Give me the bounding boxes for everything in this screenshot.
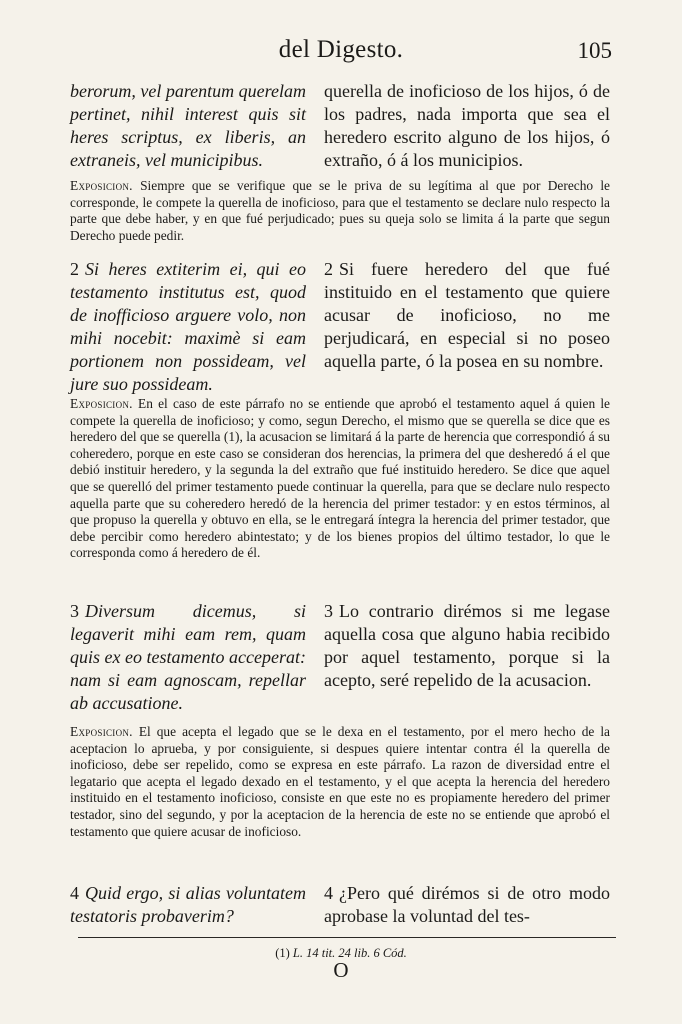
section-2-columns bbox=[70, 258, 610, 396]
footnote-reference: L. 14 tit. 24 lib. 6 Cód. bbox=[292, 946, 407, 960]
latin-text: Si heres extiterim ei, qui eo testamento institutus est, quod de inofficioso arguere volo, non mihi nocebit: maximè si eam portionem non possideam, vel jure suo possideam. bbox=[70, 259, 306, 394]
latin-paragraph bbox=[70, 258, 306, 396]
paragraph-number: 4 bbox=[70, 883, 79, 903]
signature-mark: O bbox=[333, 958, 349, 982]
latin-text: Quid ergo, si alias voluntatem testatoris probaverim? bbox=[70, 883, 306, 926]
spanish-text: Si fuere heredero del que fué instituido en el testamento que quiere acusar de inoficioso, no me perjudicará, en especial si no poseo aquella parte, ó la posea en su nombre. bbox=[324, 259, 610, 371]
exposition-label: Exposicion. bbox=[70, 178, 133, 193]
section-1-columns bbox=[70, 80, 610, 172]
spanish-text: Lo contrario dirémos si me legase aquella cosa que alguno habia recibido por aquel testamento, porque si la acepto, seré repelido de la acusacion. bbox=[324, 601, 610, 690]
latin-paragraph bbox=[70, 882, 306, 928]
spanish-paragraph bbox=[324, 882, 610, 928]
paragraph-number: 4 bbox=[324, 883, 333, 903]
exposition-text: El que acepta el legado que se le dexa en el testamento, por el mero hecho de la aceptacion lo aprueba, y por consiguiente, si despues quiere intentar contra él la querella de inoficioso, debe ser repelido, como se expresa en este párrafo. La razon de diversidad entre el legatario que acepta el legado dexado en el testamento, y el que acepta la herencia del heredero instituido en el testamento inoficioso, consiste en que este no es propiamente heredero del primer testador, sino del segundo, y por la aceptacion de la herencia de este no se entiende que aprobó el testamento que quiere acusar de inoficioso. bbox=[70, 724, 610, 839]
section-3-columns bbox=[70, 600, 610, 715]
exposition-2 bbox=[70, 396, 610, 562]
spanish-text: querella de inoficioso de los hijos, ó de los padres, nada importa que sea el heredero escrito alguno de los hijos, ó extraño, ó á los municipios. bbox=[324, 81, 610, 170]
section-4-columns bbox=[70, 882, 610, 928]
spanish-text: ¿Pero qué dirémos si de otro modo aprobase la voluntad del tes- bbox=[324, 883, 610, 926]
spanish-paragraph bbox=[324, 600, 610, 715]
page-number: 105 bbox=[577, 38, 612, 63]
exposition-1 bbox=[70, 178, 610, 244]
latin-paragraph bbox=[70, 600, 306, 715]
paragraph-number: 2 bbox=[70, 259, 79, 279]
exposition-text: Siempre que se verifique que se le priva de su legítima al que por Derecho le corresponde, le compete la querella de inoficioso, para que el testamento se declare nulo respecto la parte que debe haber, y en que fué perjudicado; pues su queja solo se limita á la parte que segun Derecho puede pedir. bbox=[70, 178, 610, 243]
latin-text: berorum, vel parentum querelam pertinet, nihil interest quis sit heres scriptus, ex liberis, an extraneis, vel municipibus. bbox=[70, 81, 306, 170]
exposition-text: En el caso de este párrafo no se entiende que aprobó el testamento aquel á quien le compete la querella de inoficioso; y como, segun Derecho, el mismo que se querella se dice que es heredero del que se querella (1), la acusacion se limitará á la parte de herencia que correspondió á su coheredero, porque en este caso se consideran dos herencias, la primera del que desheredó á el que debió instituir heredero, y la segunda la del extraño que fué instituido heredero. Se dice que aquel que se querelló del primer testamento puede continuar la querella, para que se declare nulo respecto aquella parte que su coheredero heredó de la herencia del primer testador: y en estos términos, al que propuso la querella y obtuvo en ella, se le entregará íntegra la herencia del primer testador, que debe percibir como heredero abintestato; y de los bienes propios del último testador, lo que le corresponda como á heredero de él. bbox=[70, 396, 610, 561]
footnote-rule bbox=[78, 937, 616, 938]
exposition-label: Exposicion. bbox=[70, 724, 133, 739]
paragraph-number: 3 bbox=[324, 601, 333, 621]
paragraph-number: 2 bbox=[324, 259, 333, 279]
latin-text: Diversum dicemus, si legaverit mihi eam rem, quam quis ex eo testamento acceperat: nam si eam agnoscam, repellar ab accusatione. bbox=[70, 601, 306, 713]
page-header bbox=[0, 36, 682, 70]
footnote-number: (1) bbox=[275, 946, 290, 960]
exposition-label: Exposicion. bbox=[70, 396, 133, 411]
exposition-3 bbox=[70, 724, 610, 840]
running-title: del Digesto. bbox=[278, 36, 404, 63]
paragraph-number: 3 bbox=[70, 601, 79, 621]
spanish-paragraph bbox=[324, 258, 610, 396]
